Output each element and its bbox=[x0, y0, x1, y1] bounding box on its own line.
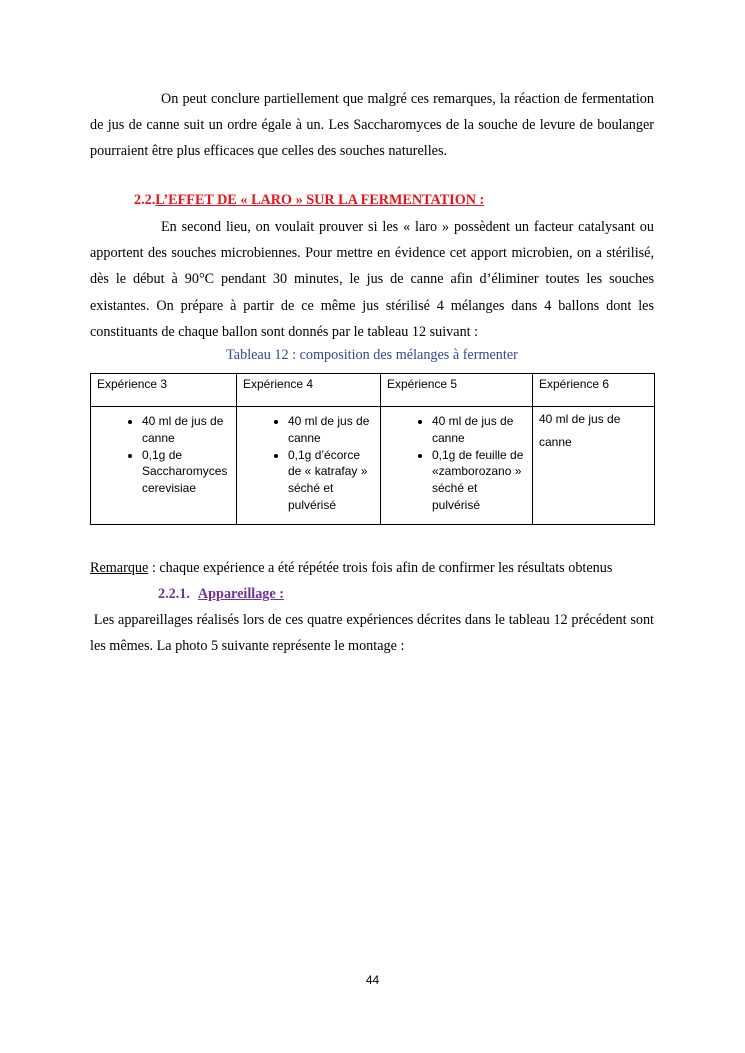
header-exp3: Expérience 3 bbox=[91, 374, 237, 407]
intro-paragraph: On peut conclure partiellement que malgré ces remarques, la réaction de fermentation de jus de canne suit un ordre égale à un. Les Saccharomyces de la souche de levure de boulanger pourraient être plus efficaces que celles des souches naturelles. bbox=[90, 91, 654, 160]
list-exp5 bbox=[387, 413, 526, 514]
table-header-row bbox=[91, 374, 655, 407]
exp6-line-1: 40 ml de jus de bbox=[539, 412, 621, 426]
cell-exp4 bbox=[237, 407, 381, 525]
subsection-heading bbox=[158, 586, 284, 603]
list-item: • 40 ml de jus de canne bbox=[432, 413, 526, 447]
section-number: 2.2. bbox=[134, 192, 156, 208]
composition-table bbox=[90, 373, 655, 525]
list-exp3 bbox=[97, 413, 230, 497]
list-item: • 0,1g d’écorce de « katrafay » séché et pulvérisé bbox=[288, 447, 374, 514]
header-exp6: Expérience 6 bbox=[533, 374, 655, 407]
header-exp4: Expérience 4 bbox=[237, 374, 381, 407]
subsection-number: 2.2.1. bbox=[158, 586, 190, 602]
cell-exp5 bbox=[381, 407, 533, 525]
table-row bbox=[91, 407, 655, 525]
subsection-title: Appareillage : bbox=[197, 586, 284, 602]
list-exp4 bbox=[243, 413, 374, 514]
remark bbox=[90, 560, 612, 577]
section-heading bbox=[134, 192, 484, 209]
section-title: L’EFFET DE « LARO » SUR LA FERMENTATION : bbox=[155, 192, 485, 208]
page-number: 44 bbox=[365, 973, 380, 987]
list-item: • 40 ml de jus de canne bbox=[288, 413, 374, 447]
exp6-line-2: canne bbox=[539, 434, 572, 449]
header-exp5: Expérience 5 bbox=[381, 374, 533, 407]
section-paragraph: En second lieu, on voulait prouver si les « laro » possèdent un facteur catalysant ou apportent des souches microbiennes. Pour mettre en évidence cet apport microbien, on a stérilisé, dès le début à 90°C pendant 30 minutes, le jus de canne afin d’éliminer toutes les souches existantes. On prépare à partir de ce même jus stérilisé 4 mélanges dans 4 ballons dont les constituants de chaque ballon sont donnés par le tableau 12 suivant : bbox=[90, 219, 654, 340]
table-caption: Tableau 12 : composition des mélanges à fermenter bbox=[226, 347, 518, 363]
remark-label: Remarque bbox=[90, 560, 149, 576]
list-item: • 0,1g de Saccharomyces cerevisiae bbox=[142, 447, 230, 497]
list-item: • 40 ml de jus de canne bbox=[142, 413, 230, 447]
remark-text: : chaque expérience a été répétée trois fois afin de confirmer les résultats obtenus bbox=[148, 560, 613, 576]
cell-exp3 bbox=[91, 407, 237, 525]
list-item: • 0,1g de feuille de «zamborozano » séché et pulvérisé bbox=[432, 447, 526, 514]
sub-paragraph: Les appareillages réalisés lors de ces quatre expériences décrites dans le tableau 12 précédent sont les mêmes. La photo 5 suivante représente le montage : bbox=[90, 612, 658, 655]
cell-exp6 bbox=[533, 407, 655, 525]
